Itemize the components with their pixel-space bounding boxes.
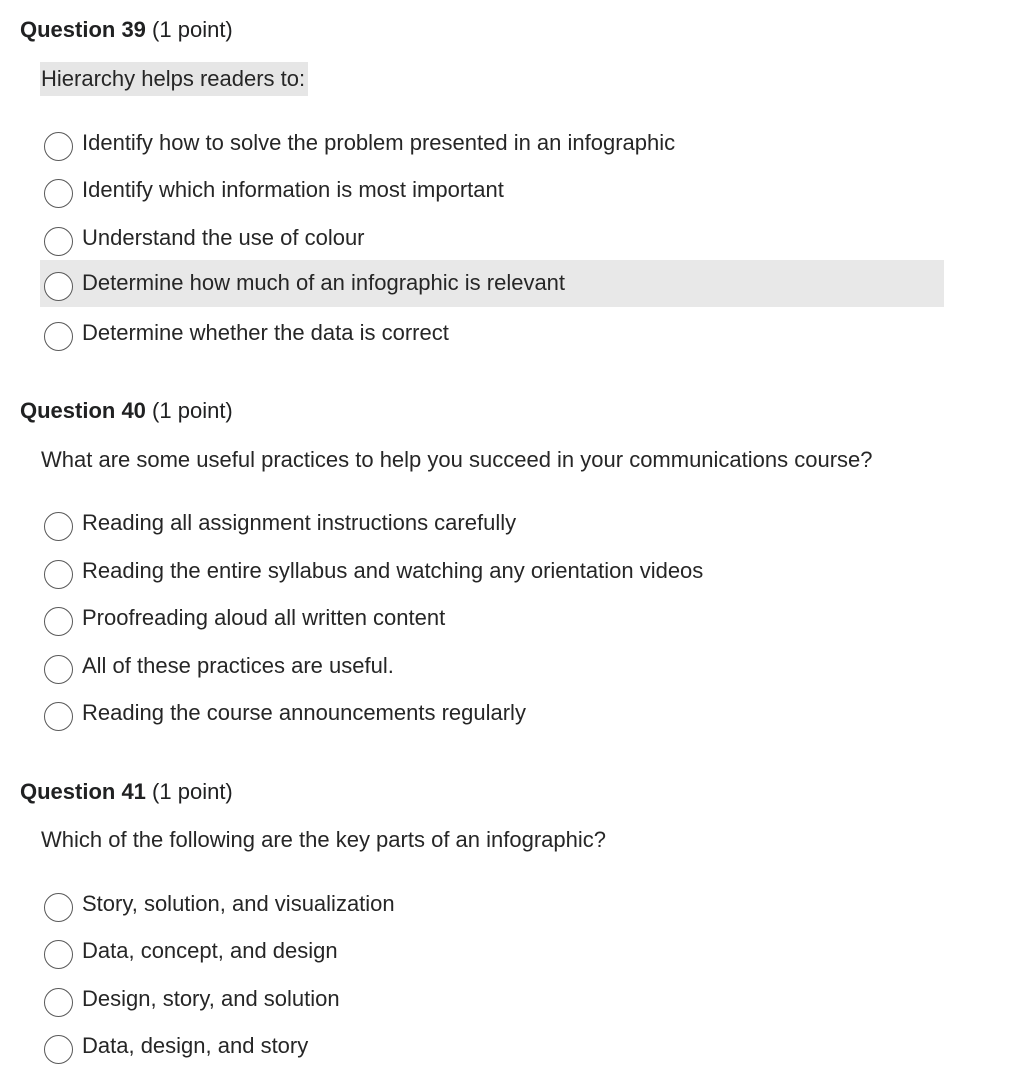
answer-option-label: Reading all assignment instructions carefully (82, 510, 517, 535)
answer-option-label: Story, solution, and visualization (82, 891, 395, 916)
question-title (20, 17, 233, 43)
radio-button[interactable] (44, 607, 73, 636)
answer-option-label: Understand the use of colour (82, 225, 365, 250)
answer-option[interactable] (40, 595, 944, 642)
answer-option-label: Proofreading aloud all written content (82, 605, 446, 630)
radio-button[interactable] (44, 655, 73, 684)
question-points: (1 point) (152, 779, 233, 804)
answer-option-label: Data, design, and story (82, 1033, 309, 1058)
answer-option[interactable] (40, 500, 944, 547)
radio-button[interactable] (44, 132, 73, 161)
answer-option[interactable] (40, 120, 944, 167)
answer-option[interactable] (40, 167, 944, 214)
answer-option-label: Reading the course announcements regularly (82, 700, 526, 725)
answer-option-label: Data, concept, and design (82, 938, 338, 963)
question-number: Question 40 (20, 398, 146, 423)
question-prompt: Which of the following are the key parts of an infographic? (41, 827, 606, 852)
question-number: Question 41 (20, 779, 146, 804)
radio-button[interactable] (44, 512, 73, 541)
answer-option-hovered[interactable] (40, 260, 944, 307)
question-prompt: Hierarchy helps readers to: (40, 62, 308, 96)
radio-button[interactable] (44, 940, 73, 969)
answer-option-label: Design, story, and solution (82, 986, 340, 1011)
radio-button[interactable] (44, 179, 73, 208)
radio-button[interactable] (44, 560, 73, 589)
question-number: Question 39 (20, 17, 146, 42)
radio-button[interactable] (44, 322, 73, 351)
answer-option-label: Determine how much of an infographic is relevant (82, 270, 566, 295)
answer-option[interactable] (40, 976, 944, 1023)
answer-option[interactable] (40, 928, 944, 975)
radio-button[interactable] (44, 272, 73, 301)
radio-button[interactable] (44, 227, 73, 256)
radio-button[interactable] (44, 1035, 73, 1064)
radio-button[interactable] (44, 702, 73, 731)
answer-option-label: All of these practices are useful. (82, 653, 394, 678)
answer-option[interactable] (40, 215, 944, 262)
answer-option[interactable] (40, 1023, 944, 1070)
question-points: (1 point) (152, 398, 233, 423)
question-title (20, 398, 233, 424)
question-prompt: What are some useful practices to help you succeed in your communications course? (41, 447, 873, 472)
question-points: (1 point) (152, 17, 233, 42)
answer-option[interactable] (40, 643, 944, 690)
answer-option-label: Identify how to solve the problem presented in an infographic (82, 130, 676, 155)
answer-option[interactable] (40, 548, 944, 595)
radio-button[interactable] (44, 893, 73, 922)
radio-button[interactable] (44, 988, 73, 1017)
answer-option-label: Identify which information is most important (82, 177, 504, 202)
question-title (20, 779, 233, 805)
answer-option-label: Determine whether the data is correct (82, 320, 449, 345)
answer-option-label: Reading the entire syllabus and watching any orientation videos (82, 558, 704, 583)
answer-option[interactable] (40, 690, 944, 737)
answer-option[interactable] (40, 310, 944, 357)
answer-option[interactable] (40, 881, 944, 928)
